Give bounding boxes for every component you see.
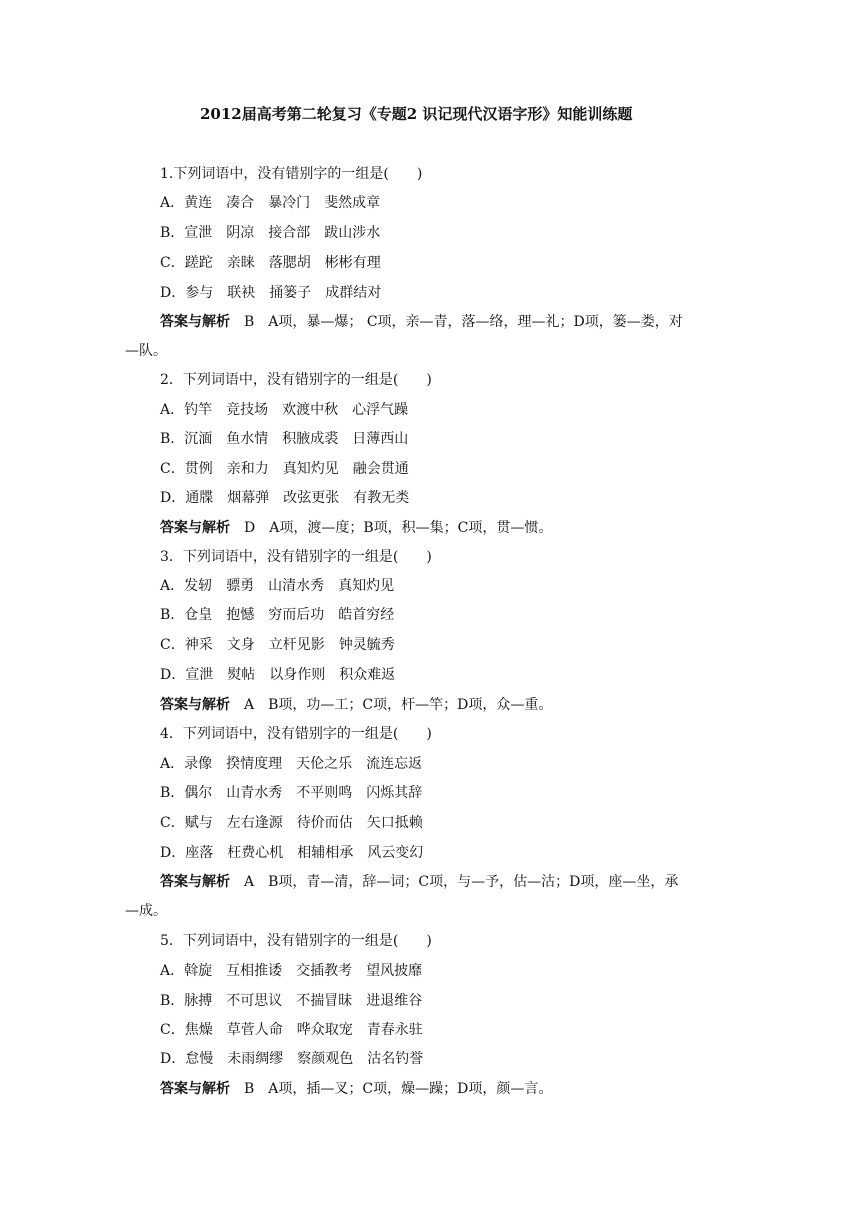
question-3-option-b: B．仓皇 抱憾 穷而后功 皓首穷经 bbox=[160, 607, 395, 623]
question-1-option-a: A．黄连 凑合 暴冷门 斐然成章 bbox=[160, 195, 381, 211]
question-4-answer-continued: —成。 bbox=[125, 903, 167, 919]
answer-label: 答案与解析 bbox=[160, 1081, 230, 1097]
answer-text: B A项，插—叉；C项，燥—躁；D项，颜—言。 bbox=[244, 1081, 553, 1097]
question-3-answer bbox=[160, 695, 740, 715]
answer-text: B A项，暴—爆； C项，亲—青，落—络，理—礼；D项，篓—娄，对 bbox=[244, 314, 683, 330]
question-3-option-a: A．发轫 骠勇 山清水秀 真知灼见 bbox=[160, 578, 395, 594]
question-4-option-c: C．赋与 左右逢源 待价而估 矢口抵赖 bbox=[160, 815, 423, 831]
question-2-answer bbox=[160, 518, 740, 538]
question-5-option-b: B．脉搏 不可思议 不揣冒昧 进退维谷 bbox=[160, 993, 423, 1009]
question-3-option-d: D．宣泄 熨帖 以身作则 积众难返 bbox=[160, 667, 396, 683]
question-1-answer-continued: —队。 bbox=[125, 343, 167, 359]
answer-text: D A项，渡—度；B项，积—集；C项，贯—惯。 bbox=[244, 520, 553, 536]
question-4-option-a: A．录像 揆情度理 天伦之乐 流连忘返 bbox=[160, 756, 423, 772]
question-4-option-b: B．偶尔 山青水秀 不平则鸣 闪烁其辞 bbox=[160, 785, 423, 801]
question-3-option-c: C．神采 文身 立杆见影 钟灵毓秀 bbox=[160, 637, 395, 653]
question-2-option-b: B．沉湎 鱼水情 积腋成裘 日薄西山 bbox=[160, 431, 409, 447]
question-2-option-d: D．通牒 烟幕弹 改弦更张 有教无类 bbox=[160, 490, 410, 506]
question-4-option-d: D．座落 枉费心机 相辅相承 风云变幻 bbox=[160, 845, 424, 861]
question-1-option-b: B．宣泄 阴凉 接合部 跋山涉水 bbox=[160, 225, 381, 241]
answer-label: 答案与解析 bbox=[160, 697, 230, 713]
question-5-stem: 5．下列词语中，没有错别字的一组是( ) bbox=[160, 933, 432, 949]
answer-label: 答案与解析 bbox=[160, 874, 230, 890]
question-3-stem: 3．下列词语中，没有错别字的一组是( ) bbox=[160, 549, 432, 565]
question-4-answer bbox=[160, 872, 740, 892]
answer-label: 答案与解析 bbox=[160, 314, 230, 330]
question-2-stem: 2．下列词语中，没有错别字的一组是( ) bbox=[160, 372, 432, 388]
answer-text: A B项，青—清，辞—词；C项，与—予，估—沽；D项，座—坐，承 bbox=[244, 874, 679, 890]
question-5-option-d: D．怠慢 未雨绸缪 察颜观色 沽名钓誉 bbox=[160, 1051, 424, 1067]
question-2-option-a: A．钓竿 竞技场 欢渡中秋 心浮气躁 bbox=[160, 402, 409, 418]
question-1-option-c: C．蹉跎 亲睐 落腮胡 彬彬有理 bbox=[160, 255, 381, 271]
question-2-option-c: C．贯例 亲和力 真知灼见 融会贯通 bbox=[160, 461, 409, 477]
document-title: 2012届高考第二轮复习《专题2 识记现代汉语字形》知能训练题 bbox=[200, 105, 633, 123]
answer-text: A B项，功—工；C项，杆—竿；D项，众—重。 bbox=[244, 697, 553, 713]
question-4-stem: 4．下列词语中，没有错别字的一组是( ) bbox=[160, 726, 432, 742]
question-5-option-c: C．焦燥 草菅人命 哗众取宠 青春永驻 bbox=[160, 1022, 423, 1038]
question-1-stem: 1.下列词语中，没有错别字的一组是( ) bbox=[160, 166, 423, 182]
question-1-answer bbox=[160, 312, 740, 332]
question-5-answer bbox=[160, 1079, 740, 1099]
question-1-option-d: D．参与 联袂 捅篓子 成群结对 bbox=[160, 285, 382, 301]
answer-label: 答案与解析 bbox=[160, 520, 230, 536]
question-5-option-a: A．斡旋 互相推诿 交插教考 望风披靡 bbox=[160, 963, 423, 979]
